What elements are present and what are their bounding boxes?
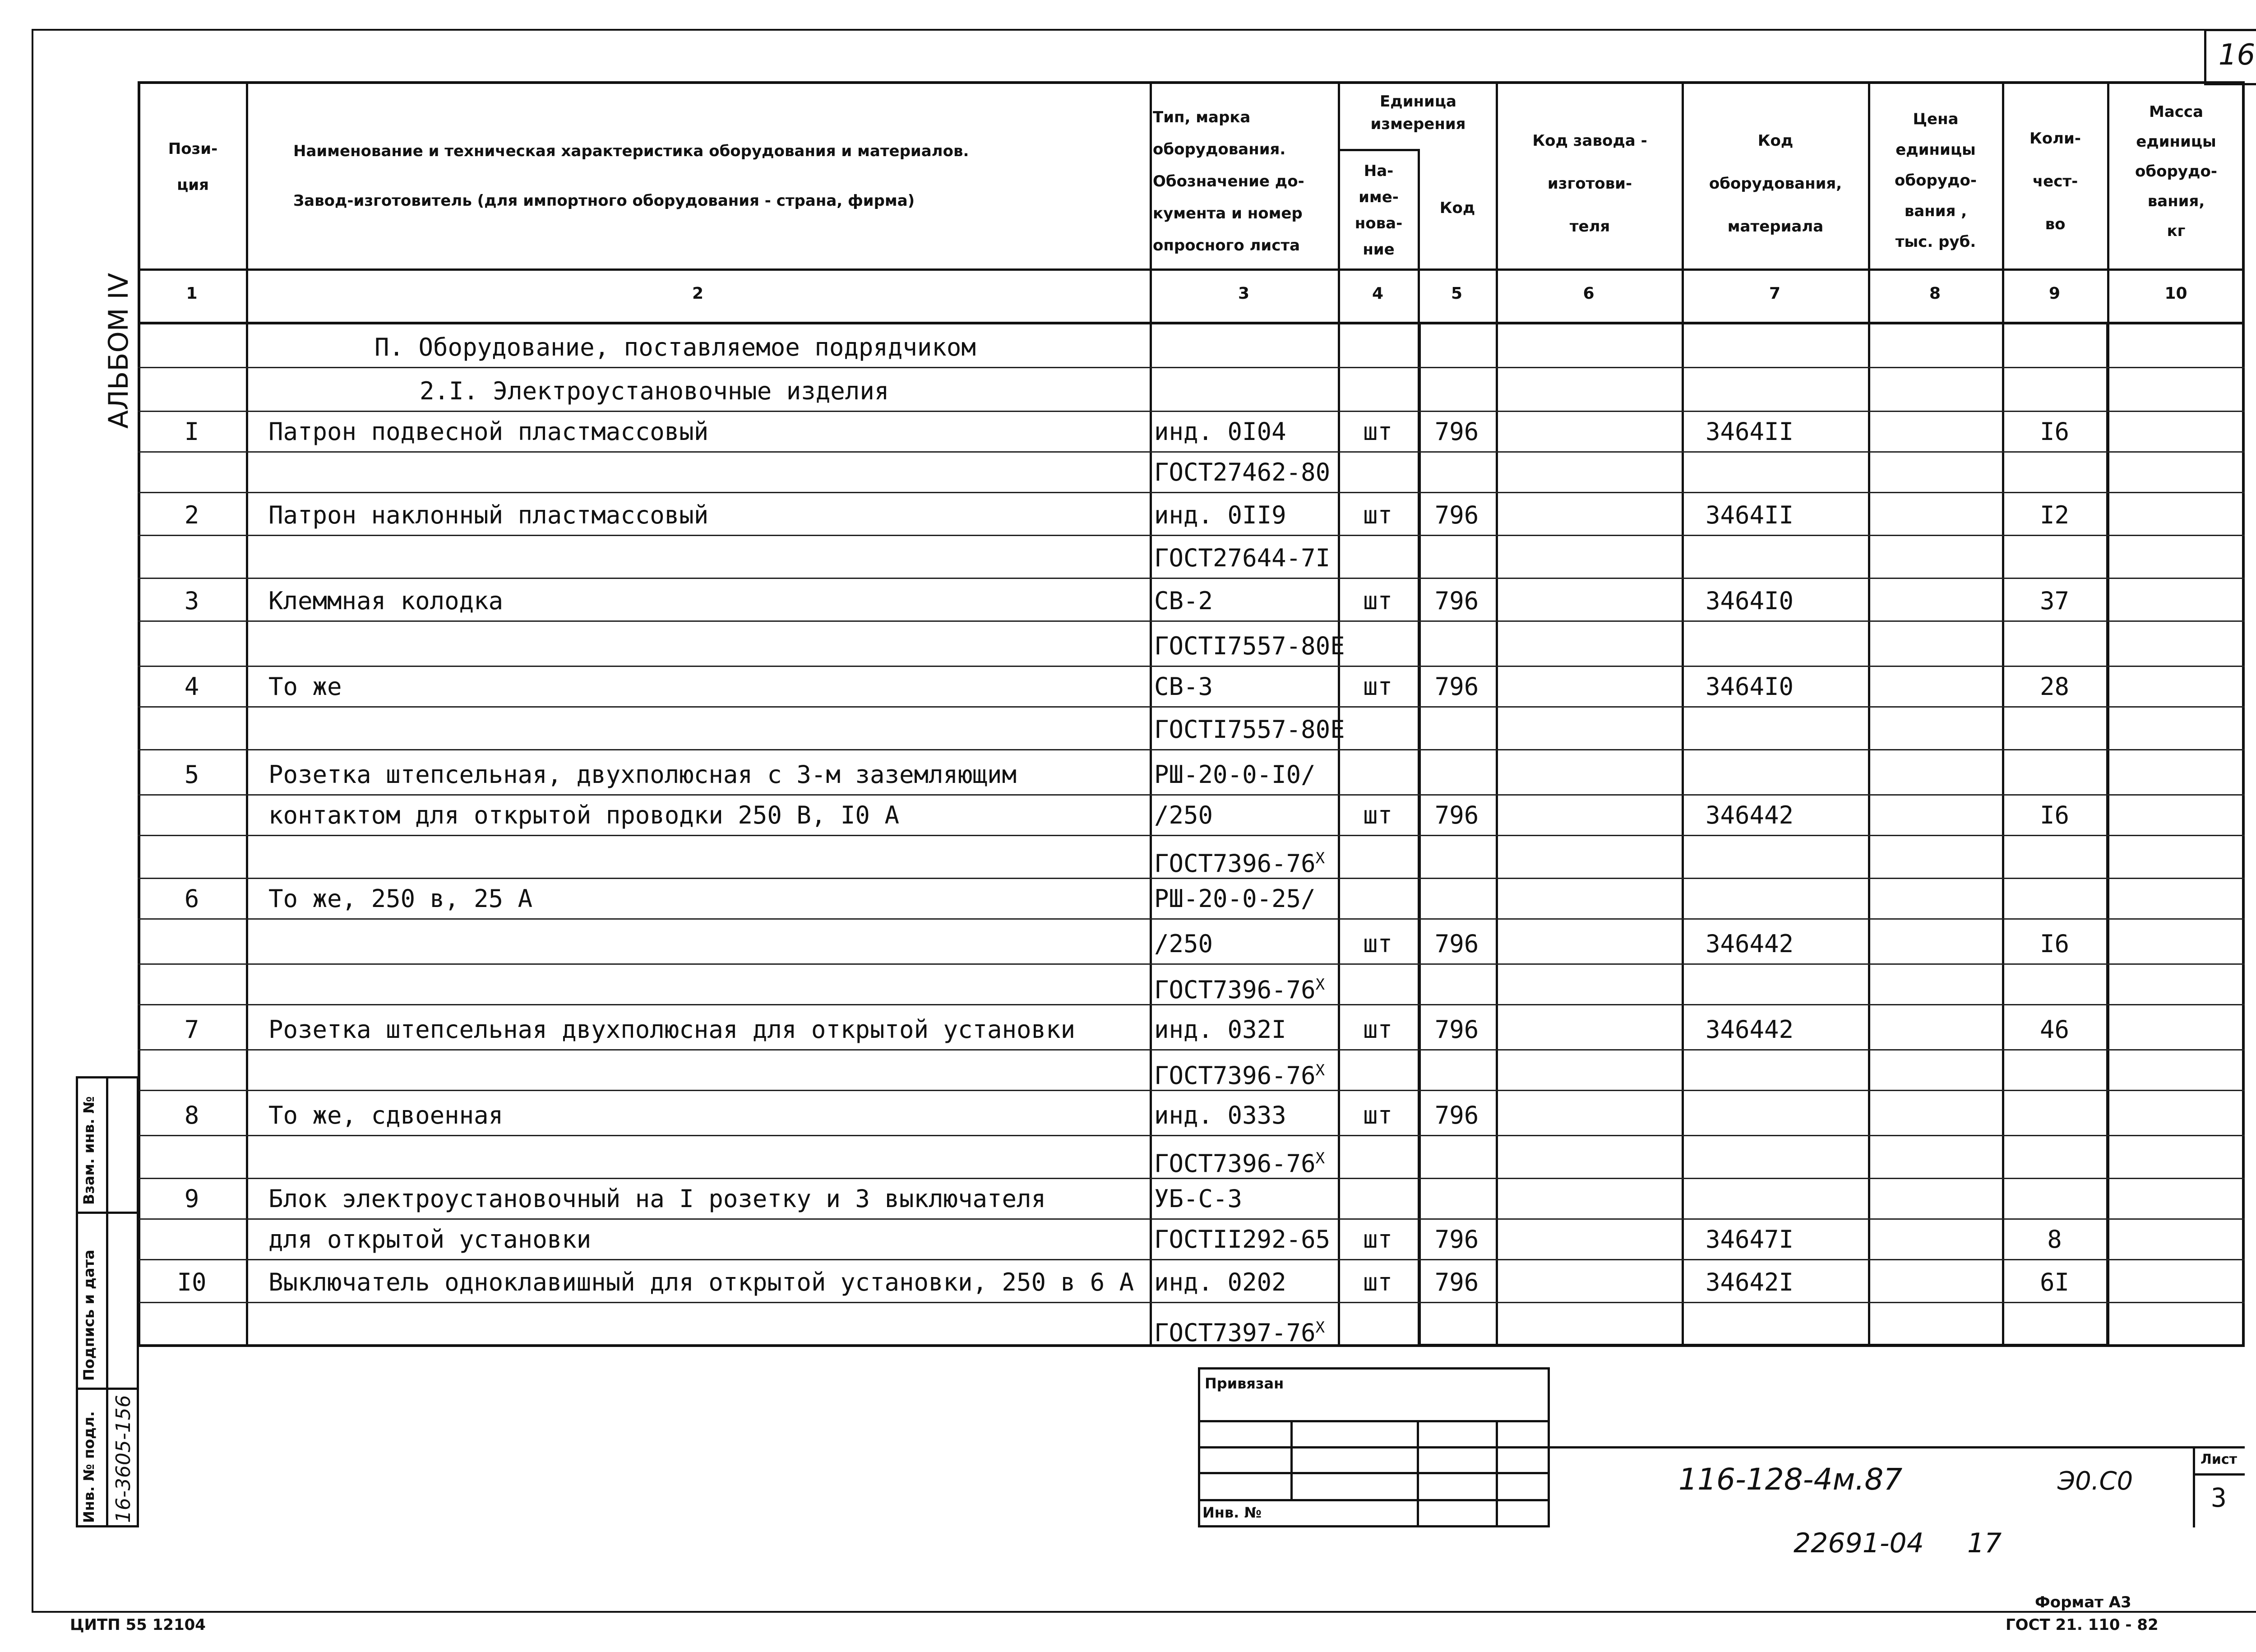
- row-separator: [138, 666, 2245, 667]
- inv-podl-value: 16-3605-156: [112, 1395, 135, 1523]
- col-divider: [246, 81, 248, 1347]
- header-col7: Код оборудования, материала: [1709, 132, 1842, 236]
- cell-name: Клеммная колодка: [268, 587, 504, 615]
- cell-type: РШ-20-0-I0/: [1154, 760, 1316, 789]
- cell-equip: 346442: [1706, 1015, 1794, 1044]
- cell-equip: 34642I: [1706, 1268, 1794, 1296]
- cell-type: ГОСТI7557-80Е: [1154, 715, 1345, 744]
- cell-name: Патрон подвесной пластмассовый: [268, 417, 709, 446]
- cell-type: ГОСТII292-65: [1154, 1225, 1331, 1254]
- top-sheet-number: 16: [2218, 38, 2256, 72]
- row-separator: [138, 963, 2245, 965]
- side-stamp-divider: [76, 1388, 139, 1390]
- document-suffix: Э0.С0: [2057, 1467, 2133, 1496]
- row-separator: [138, 535, 2245, 536]
- cell-pos: I0: [177, 1268, 207, 1296]
- header-col3: Тип, марка оборудования. Обозначение до- кумента и номер опросного листа: [1153, 108, 1304, 255]
- cell-pos: 5: [184, 760, 199, 789]
- row-separator: [138, 492, 2245, 493]
- header-col9: Коли- чест- во: [2029, 130, 2081, 233]
- cell-code: 796: [1434, 801, 1479, 829]
- cell-code: 796: [1434, 587, 1479, 615]
- cell-pos: 7: [184, 1015, 199, 1044]
- header-unit-group: Единица измерения: [1370, 93, 1466, 133]
- inv-podl-label: Инв. № подл.: [80, 1411, 97, 1523]
- cell-unit: шт: [1363, 1101, 1393, 1129]
- cell-unit: шт: [1363, 1225, 1393, 1254]
- cell-type: $ГОСТ7396-76^X$: [1154, 1061, 1325, 1090]
- cell-unit: шт: [1363, 417, 1393, 446]
- cell-qty: I2: [2039, 501, 2070, 529]
- cell-type: /250: [1154, 930, 1213, 958]
- cell-name: Патрон наклонный пластмассовый: [268, 501, 709, 529]
- cell-equip: 3464II: [1706, 501, 1794, 529]
- header-bottom: [138, 268, 2245, 271]
- cell-pos: 6: [184, 884, 199, 913]
- cell-type: ГОСТ27644-7I: [1154, 544, 1331, 572]
- cell-name: Розетка штепсельная, двухполюсная с 3-м заземляющим: [268, 760, 1017, 789]
- cell-type: СВ-3: [1154, 672, 1213, 701]
- handwritten-page: 17: [1967, 1527, 2002, 1559]
- cell-unit: шт: [1363, 930, 1393, 958]
- cell-pos: 8: [184, 1101, 199, 1129]
- cell-type: $ГОСТ7396-76^X$: [1154, 849, 1325, 878]
- cell-type: инд. 0I04: [1154, 417, 1286, 446]
- col-divider: [1150, 81, 1152, 1347]
- row-separator: [138, 1049, 2245, 1050]
- cell-equip: 346442: [1706, 930, 1794, 958]
- cell-type: ГОСТI7557-80Е: [1154, 632, 1345, 660]
- cell-type: $ГОСТ7397-76^X$: [1154, 1319, 1325, 1347]
- footer-format: Формат А3: [2035, 1593, 2131, 1611]
- cell-code: 796: [1434, 1268, 1479, 1296]
- cell-type: РШ-20-0-25/: [1154, 884, 1316, 913]
- cell-unit: шт: [1363, 587, 1393, 615]
- cell-name: Выключатель одноклавишный для открытой установки, 250 в 6 А: [268, 1268, 1134, 1296]
- cell-equip: 3464I0: [1706, 672, 1794, 701]
- cell-qty: I6: [2039, 801, 2070, 829]
- row-separator: [138, 451, 2245, 453]
- cell-name: Блок электроустановочный на I розетку и 3 выключателя: [268, 1185, 1046, 1213]
- unit-group-divider: [1338, 149, 1419, 151]
- cell-name: То же, 250 в, 25 А: [268, 884, 533, 913]
- col-number: 9: [2048, 284, 2061, 303]
- inv-no-label: Инв. №: [1202, 1504, 1262, 1521]
- cell-name: То же, сдвоенная: [268, 1101, 504, 1129]
- numbers-bottom: [138, 322, 2245, 324]
- row-separator: [138, 794, 2245, 796]
- cell-equip: 346442: [1706, 801, 1794, 829]
- cell-unit: шт: [1363, 1015, 1393, 1044]
- header-col10: Масса единицы оборудо- вания, кг: [2135, 103, 2217, 240]
- cell-unit: шт: [1363, 1268, 1393, 1296]
- cell-code: 796: [1434, 1225, 1479, 1254]
- cell-equip: 3464II: [1706, 417, 1794, 446]
- side-stamp-divider: [106, 1076, 108, 1527]
- row-separator: [138, 749, 2245, 750]
- row-separator: [138, 1259, 2245, 1260]
- cell-code: 796: [1434, 1015, 1479, 1044]
- stamp-line: [1417, 1420, 1419, 1527]
- cell-qty: 6I: [2039, 1268, 2070, 1296]
- col-number: 7: [1769, 284, 1781, 303]
- header-col2: Наименование и техническая характеристика оборудования и материалов. Завод-изготовитель (для импортного оборудования - страна, фирма): [293, 142, 969, 210]
- handwritten-number: 22691-04: [1794, 1527, 1924, 1559]
- stamp-line: [1290, 1420, 1293, 1499]
- podpis-label: Подпись и дата: [80, 1249, 97, 1381]
- cell-qty: 8: [2047, 1225, 2062, 1254]
- body-heavy-outline: [1418, 322, 2109, 1347]
- cell-type: УБ-С-3: [1154, 1185, 1243, 1213]
- cell-type: $ГОСТ7396-76^X$: [1154, 976, 1325, 1004]
- header-col6: Код завода - изготови- теля: [1532, 132, 1647, 236]
- row-separator: [138, 578, 2245, 579]
- col-number: 10: [2164, 284, 2187, 303]
- col-number: 6: [1583, 284, 1595, 303]
- footer-gost: ГОСТ 21. 110 - 82: [2006, 1616, 2159, 1634]
- cell-pos: 3: [184, 587, 199, 615]
- row-separator: [138, 1302, 2245, 1303]
- row-separator: [138, 706, 2245, 708]
- footer-left: ЦИТП 55 12104: [70, 1616, 206, 1634]
- cell-qty: 37: [2039, 587, 2070, 615]
- header-col1: Пози- ция: [168, 140, 218, 194]
- stamp-line: [1496, 1420, 1498, 1527]
- cell-name: контактом для открытой проводки 250 В, I0 А: [268, 801, 899, 829]
- cell-pos: 9: [184, 1185, 199, 1213]
- cell-pos: 4: [184, 672, 199, 701]
- cell-type: инд. 032I: [1154, 1015, 1286, 1044]
- cell-type: $ГОСТ7396-76^X$: [1154, 1149, 1325, 1178]
- col-number: 3: [1238, 284, 1250, 303]
- col-number: 8: [1929, 284, 1941, 303]
- cell-qty: 46: [2039, 1015, 2070, 1044]
- cell-code: 796: [1434, 672, 1479, 701]
- cell-type: СВ-2: [1154, 587, 1213, 615]
- cell-type: инд. 0202: [1154, 1268, 1286, 1296]
- row-separator: [138, 835, 2245, 836]
- cell-pos: I: [184, 417, 199, 446]
- cell-unit: шт: [1363, 672, 1393, 701]
- cell-type: ГОСТ27462-80: [1154, 458, 1331, 486]
- row-separator: [138, 1218, 2245, 1220]
- col-number: 5: [1451, 284, 1463, 303]
- album-label: АЛЬБОМ IV: [103, 273, 134, 429]
- cell-type: инд. 0II9: [1154, 501, 1286, 529]
- vzam-inv-label: Взам. инв. №: [80, 1096, 97, 1205]
- row-separator: [138, 367, 2245, 368]
- cell-name: 2.I. Электроустановочные изделия: [420, 377, 889, 405]
- document-code: 116-128-4м.87: [1678, 1462, 1903, 1497]
- header-col4: На- име- нова- ние: [1355, 162, 1403, 259]
- cell-code: 796: [1434, 501, 1479, 529]
- cell-pos: 2: [184, 501, 199, 529]
- cell-code: 796: [1434, 417, 1479, 446]
- cell-equip: 3464I0: [1706, 587, 1794, 615]
- cell-qty: I6: [2039, 930, 2070, 958]
- cell-qty: I6: [2039, 417, 2070, 446]
- col-number: 1: [186, 284, 198, 303]
- cell-name: для открытой установки: [268, 1225, 592, 1254]
- sheet-label-divider: [2193, 1473, 2245, 1476]
- header-col5: Код: [1439, 199, 1475, 217]
- col-number: 4: [1372, 284, 1384, 303]
- title-block-top: [1550, 1446, 2245, 1448]
- cell-unit: шт: [1363, 501, 1393, 529]
- cell-name: То же: [268, 672, 342, 701]
- cell-name: Розетка штепсельная двухполюсная для открытой установки: [268, 1015, 1076, 1044]
- cell-equip: 34647I: [1706, 1225, 1794, 1254]
- row-separator: [138, 620, 2245, 622]
- row-separator: [138, 918, 2245, 920]
- sheet-value: 3: [2211, 1482, 2227, 1513]
- row-separator: [138, 411, 2245, 412]
- side-stamp-divider: [76, 1212, 139, 1214]
- cell-type: /250: [1154, 801, 1213, 829]
- col-number: 2: [692, 284, 704, 303]
- cell-type: инд. 0333: [1154, 1101, 1286, 1129]
- sheet-label: Лист: [2200, 1452, 2238, 1467]
- cell-unit: шт: [1363, 801, 1393, 829]
- row-separator: [138, 1135, 2245, 1136]
- cell-qty: 28: [2039, 672, 2070, 701]
- col-divider: [1338, 149, 1340, 1347]
- cell-name: П. Оборудование, поставляемое подрядчиком: [374, 333, 976, 361]
- privyazan-label: Привязан: [1205, 1375, 1284, 1392]
- cell-code: 796: [1434, 930, 1479, 958]
- cell-code: 796: [1434, 1101, 1479, 1129]
- header-col8: Цена единицы оборудо- вания , тыс. руб.: [1895, 110, 1977, 251]
